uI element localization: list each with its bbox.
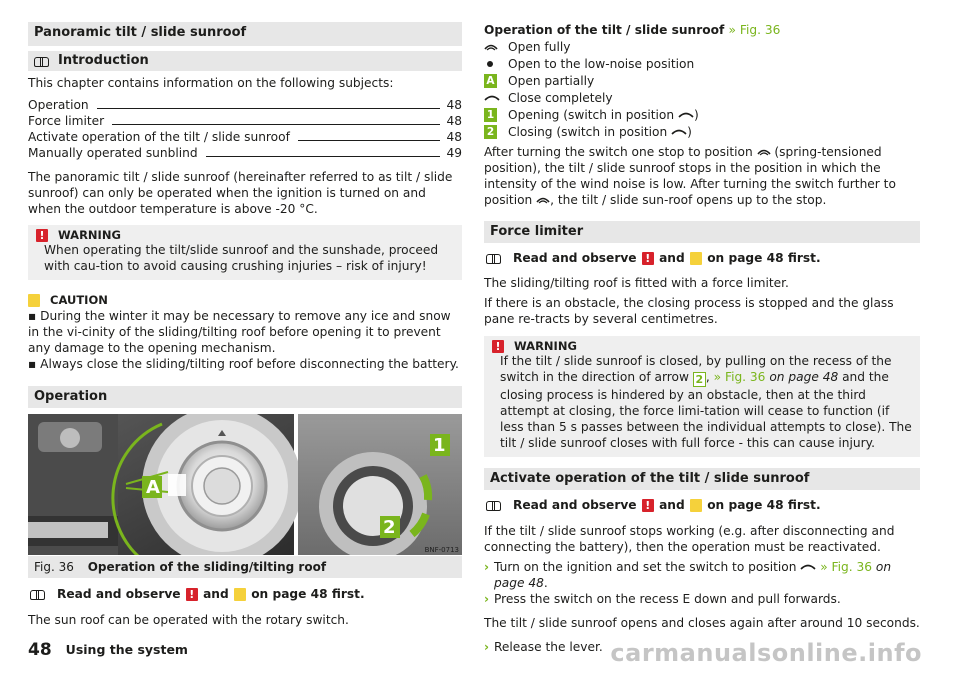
- book-icon: [486, 500, 501, 511]
- read-observe-text: Read and observe: [57, 587, 181, 601]
- toc-label: Operation: [28, 98, 89, 112]
- toc-leader: [206, 156, 440, 157]
- warning-title: [36, 228, 454, 242]
- watermark: carmanualsonline.info: [610, 639, 922, 667]
- toc-page: 49: [446, 146, 462, 160]
- caution-item: ▪ Always close the sliding/tilting roof before disconnecting the battery.: [28, 357, 459, 371]
- figure-label-a: A: [146, 477, 160, 498]
- read-observe-and: and: [659, 498, 685, 512]
- figure-label-1: 1: [433, 435, 446, 456]
- legend-item: [484, 38, 920, 55]
- operation-heading: [28, 386, 462, 408]
- figure-caption-title: Operation of the sliding/tilting roof: [87, 560, 327, 574]
- caution-icon: [690, 499, 702, 512]
- operation-paragraph: The sun roof can be operated with the rotary switch.: [28, 613, 349, 627]
- chevron-right-icon: ›: [484, 592, 490, 606]
- warning-text: If the tilt / slide sunroof is closed, by pulling on the recess of the switch in the direction of arrow 2 , » Fig. 36 on page 48 and the closing process is hindered by an obstacle, then at the third attempt at closing, the force limi-tation will cease to function (if less than 5 s passes between the individual attempts to close). The tilt / slide sunroof closes with full force - this can cause injury.: [500, 354, 912, 450]
- activate-paragraph-1: If the tilt / slide sunroof stops working (e.g. after disconnecting and connecting the battery), then the operation must be reactivated.: [484, 524, 895, 554]
- operation-title: Operation: [34, 389, 108, 404]
- step-text: Press the switch on the recess E down and pull forwards.: [494, 592, 841, 606]
- read-observe-page[interactable]: on page 48 first.: [707, 498, 821, 512]
- left-column: [28, 22, 462, 628]
- legend-key-2: 2: [484, 125, 497, 139]
- intro-paragraph: The panoramic tilt / slide sunroof (hereinafter referred to as tilt / slide sunroof) can only be operated when the ignition is turned on and when the outdoor temperature is above -20 °C.: [28, 170, 453, 216]
- activate-paragraph-2: The tilt / slide sunroof opens and closes again after around 10 seconds.: [484, 616, 920, 630]
- warning-icon: !: [642, 499, 654, 512]
- toc-page: 48: [446, 98, 462, 112]
- step-item: [484, 559, 920, 591]
- step-item: [484, 591, 920, 607]
- figure-code: BNF-0713: [424, 546, 459, 554]
- legend-text: Closing (switch in position: [508, 124, 668, 139]
- legend-item: [484, 123, 920, 140]
- step-text: Release the lever.: [494, 640, 603, 654]
- legend-item: [484, 72, 920, 89]
- activate-heading: [484, 468, 920, 490]
- read-observe-page[interactable]: on page 48 first.: [251, 587, 365, 601]
- after-text-2: (spring-tensioned position), the tilt / slide sunroof stops in the position in which the intensity of the wind noise is low. After turning the switch further to position: [484, 145, 896, 207]
- toc-leader: [97, 108, 440, 109]
- figure-label-2: 2: [383, 517, 396, 538]
- caution-icon: [234, 588, 246, 601]
- caution-item: ▪ During the winter it may be necessary to remove any ice and snow in the vi-cinity of the sliding/tilting roof before opening it to prevent any damage to the opening mechanism.: [28, 309, 451, 355]
- intro-heading: [28, 51, 462, 71]
- read-observe-page[interactable]: on page 48 first.: [707, 251, 821, 265]
- page-number: 48: [28, 640, 52, 660]
- figure-sunroof-switch: [28, 414, 462, 555]
- close-icon: [671, 128, 687, 136]
- toc-page: 48: [446, 130, 462, 144]
- op-heading: Operation of the tilt / slide sunroof: [484, 23, 725, 37]
- warning-icon: !: [36, 229, 48, 242]
- force-paragraph-1: The sliding/tilting roof is fitted with a force limiter.: [484, 276, 789, 290]
- force-limiter-title: Force limiter: [490, 224, 584, 239]
- legend-text: Open to the low-noise position: [508, 56, 695, 71]
- caution-icon: [690, 252, 702, 265]
- intro-text: This chapter contains information on the following subjects:: [28, 76, 394, 90]
- figure-reference-link[interactable]: » Fig. 36: [728, 23, 781, 37]
- open-fully-icon: [484, 43, 508, 51]
- figure-reference-link[interactable]: » Fig. 36: [820, 560, 873, 574]
- after-text-1: After turning the switch one stop to position: [484, 145, 753, 159]
- page-reference: on page 48: [494, 560, 892, 590]
- caution-block: [28, 292, 462, 372]
- close-icon: [800, 563, 816, 571]
- toc-label: Force limiter: [28, 114, 105, 128]
- chevron-right-icon: ›: [484, 560, 490, 574]
- legend-item: [484, 89, 920, 106]
- figure-caption-label: Fig. 36: [34, 560, 74, 574]
- book-icon: [34, 56, 49, 67]
- legend-text: Opening (switch in position: [508, 107, 675, 122]
- page-reference: on page 48: [769, 370, 839, 384]
- read-observe-line: [484, 497, 920, 513]
- chevron-right-icon: ›: [484, 640, 490, 654]
- step-text-end: .: [543, 576, 548, 590]
- legend-key-a: A: [484, 74, 497, 88]
- dot-icon: [487, 61, 493, 67]
- toc-item[interactable]: [28, 113, 462, 129]
- activate-title: Activate operation of the tilt / slide sunroof: [490, 471, 810, 486]
- toc-item[interactable]: [28, 145, 462, 161]
- warning-box: [28, 225, 462, 280]
- warning-icon: !: [642, 252, 654, 265]
- toc: [28, 97, 462, 161]
- warning-box: [484, 336, 920, 457]
- read-observe-and: and: [659, 251, 685, 265]
- book-icon: [30, 589, 45, 600]
- toc-item[interactable]: [28, 129, 462, 145]
- low-noise-position-icon: [757, 148, 771, 156]
- arrow-2-marker: 2: [693, 372, 706, 387]
- legend-text: Close completely: [508, 90, 613, 105]
- book-icon: [486, 253, 501, 264]
- read-observe-and: and: [203, 587, 229, 601]
- toc-label: Manually operated sunblind: [28, 146, 198, 160]
- intro-title: Introduction: [58, 53, 149, 68]
- legend-text: Open fully: [508, 39, 571, 54]
- figure-caption: [28, 556, 462, 578]
- legend-list: [484, 38, 920, 140]
- figure-reference-link[interactable]: » Fig. 36: [713, 370, 766, 384]
- force-limiter-heading: [484, 221, 920, 243]
- toc-page: 48: [446, 114, 462, 128]
- legend-item: [484, 55, 920, 72]
- warning-text-1: If the tilt / slide sunroof is closed, by pulling on the recess of the switch in the direction of arrow: [500, 354, 892, 384]
- toc-leader: [298, 140, 440, 141]
- sunroof-switch-illustration: [28, 414, 462, 555]
- toc-label: Activate operation of the tilt / slide sunroof: [28, 130, 290, 144]
- page-footer: [28, 642, 188, 658]
- caution-title: [28, 292, 462, 308]
- legend-tail: ): [693, 107, 699, 122]
- after-turning-paragraph: [484, 144, 920, 208]
- section-title: Panoramic tilt / slide sunroof: [28, 22, 462, 46]
- warning-text: When operating the tilt/slide sunroof and the sunshade, proceed with cau-tion to avoid causing crushing injuries – risk of injury!: [44, 243, 439, 273]
- right-column: [484, 22, 920, 655]
- warning-label: WARNING: [58, 228, 121, 242]
- read-observe-line: [484, 250, 920, 266]
- legend-text: Open partially: [508, 73, 595, 88]
- warning-label: WARNING: [514, 339, 577, 353]
- open-fully-icon: [536, 196, 550, 204]
- close-icon: [484, 94, 508, 102]
- read-observe-text: Read and observe: [513, 498, 637, 512]
- legend-item: [484, 106, 920, 123]
- caution-icon: [28, 294, 40, 307]
- force-paragraph-2: If there is an obstacle, the closing process is stopped and the glass pane re-tracts by several centimetres.: [484, 296, 894, 326]
- warning-icon: !: [186, 588, 198, 601]
- warning-icon: !: [492, 340, 504, 353]
- caution-label: CAUTION: [50, 293, 108, 307]
- toc-leader: [112, 124, 440, 125]
- after-text-3: , the tilt / slide sun-roof opens up to the stop.: [550, 193, 827, 207]
- legend-key-1: 1: [484, 108, 497, 122]
- legend-tail: ): [687, 124, 692, 139]
- toc-item[interactable]: [28, 97, 462, 113]
- warning-text-2: and the closing process is hindered by an obstacle, then at the third attempt at closing, the force limi-tation will cease to function (if less than 5 s passes between the individual attempts to close). The tilt / slide sunroof closes with full force - this can cause injury.: [500, 370, 912, 450]
- warning-title: [492, 339, 912, 353]
- footer-section: Using the system: [65, 642, 188, 657]
- step-text: [494, 559, 920, 591]
- op-heading-line: [484, 22, 920, 38]
- close-icon: [678, 111, 694, 119]
- read-observe-line: [28, 586, 462, 602]
- read-observe-text: Read and observe: [513, 251, 637, 265]
- step-text-1: Turn on the ignition and set the switch to position: [494, 560, 797, 574]
